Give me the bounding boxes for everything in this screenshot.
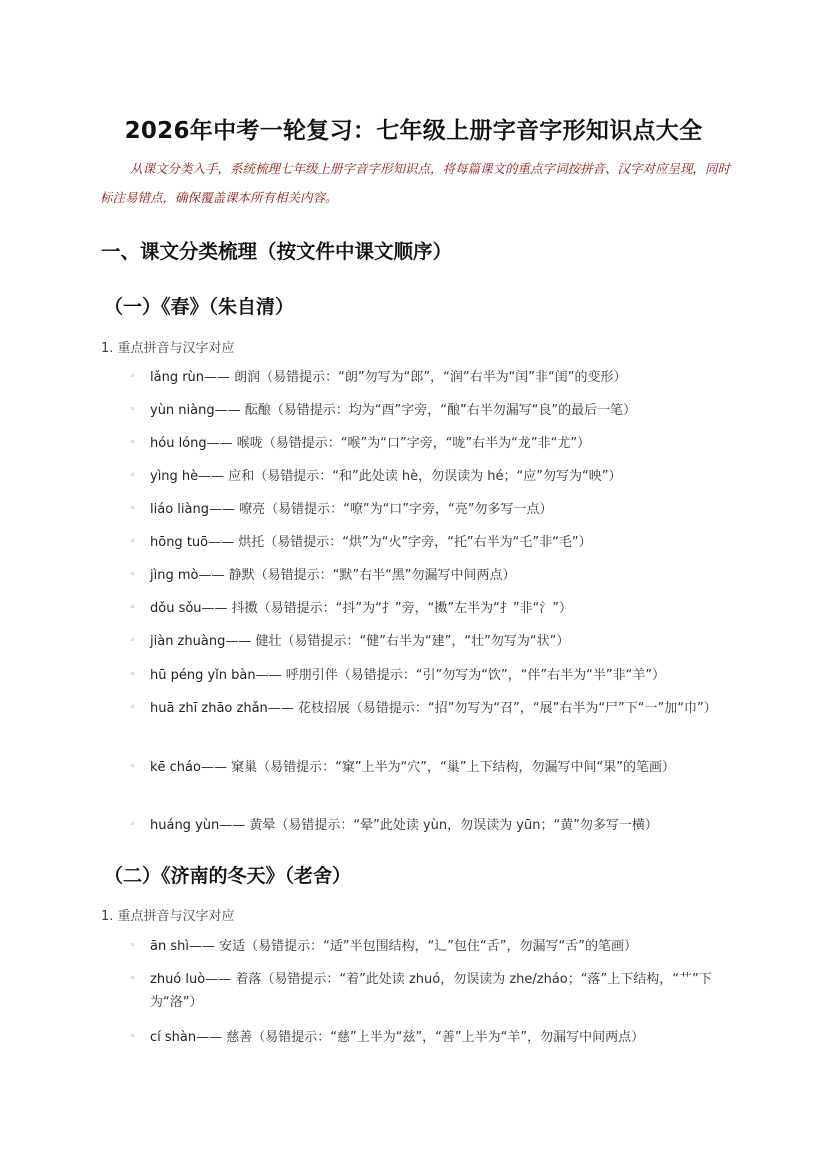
bullet-icon: ◦ [130, 670, 136, 680]
bullet-icon: ◦ [130, 405, 136, 415]
item-pinyin: jìng mò [150, 568, 199, 583]
item-pinyin: hóu lóng [150, 436, 207, 451]
bullet-icon: ◦ [130, 703, 136, 713]
lesson-subheading: 1. 重点拼音与汉字对应 [101, 909, 235, 924]
item-text: —— 黄晕（易错提示：“晕”此处读 yùn，勿误读为 yūn；“黄”勿多写一横） [219, 818, 658, 833]
item-pinyin: yìng hè [150, 469, 199, 484]
item-text: —— 抖擞（易错提示：“抖”为“扌”旁，“擞”左半为“扌”非“氵”） [201, 601, 573, 616]
item-text: —— 嘹亮（易错提示：“嘹”为“口”字旁，“亮”勿多写一点） [208, 502, 553, 517]
item-pinyin: cí shàn [150, 1030, 197, 1045]
bullet-icon: ◦ [130, 974, 136, 984]
list-item [130, 1026, 750, 1049]
bullet-icon: ◦ [130, 636, 136, 646]
list-item [130, 399, 750, 422]
list-item [130, 564, 750, 587]
section-heading: 一、课文分类梳理（按文件中课文顺序） [101, 240, 453, 263]
item-text: —— 健壮（易错提示：“健”右半为“建”，“壮”勿写为“状”） [225, 634, 570, 649]
list-item [130, 968, 750, 1014]
item-text: —— 慈善（易错提示：“慈”上半为“兹”，“善”上半为“羊”，勿漏写中间两点） [196, 1030, 645, 1045]
list-item [130, 814, 750, 837]
item-pinyin: hū péng yǐn bàn [150, 668, 256, 683]
item-text: —— 窠巢（易错提示：“窠”上半为“穴”，“巢”上下结构，勿漏写中间“果”的笔画） [200, 760, 675, 775]
lesson-heading-jinan: （二）《济南的冬天》（老舍） [104, 865, 352, 887]
item-text: —— 喉咙（易错提示：“喉”为“口”字旁，“咙”右半为“龙”非“尤”） [206, 436, 591, 451]
item-text: —— 着落（易错提示：“着”此处读 zhuó，勿误读为 zhe/zháo；“落”上下结构，“艹”下为“洛”） [150, 972, 712, 1010]
item-pinyin: zhuó luò [150, 972, 206, 987]
item-text: —— 朗润（易错提示：“朗”勿写为“郎”，“润”右半为“闰”非“闺”的变形） [204, 370, 627, 385]
item-text: —— 烘托（易错提示：“烘”为“火”字旁，“托”右半为“乇”非“毛”） [208, 535, 592, 550]
item-pinyin: liáo liàng [150, 502, 209, 517]
item-text: —— 安适（易错提示：“适”半包围结构，“辶”包住“舌”，勿漏写“舌”的笔画） [188, 939, 637, 954]
list-item [130, 756, 750, 779]
lesson-heading-chun: （一）《春》（朱自清） [104, 296, 295, 318]
list-item [130, 366, 750, 389]
item-text: —— 呼朋引伴（易错提示：“引”勿写为“饮”，“伴”右半为“半”非“羊”） [255, 668, 666, 683]
item-text: —— 静默（易错提示：“默”右半“黑”勿漏写中间两点） [198, 568, 516, 583]
bullet-icon: ◦ [130, 570, 136, 580]
list-item [130, 630, 750, 653]
bullet-icon: ◦ [130, 941, 136, 951]
list-item [130, 935, 750, 958]
list-item [130, 498, 750, 521]
item-pinyin: yùn niàng [150, 403, 215, 418]
bullet-icon: ◦ [130, 438, 136, 448]
bullet-icon: ◦ [130, 603, 136, 613]
item-pinyin: kē cháo [150, 760, 201, 775]
list-item [130, 531, 750, 554]
bullet-icon: ◦ [130, 762, 136, 772]
list-item [130, 664, 750, 687]
item-pinyin: huáng yùn [150, 818, 220, 833]
intro-paragraph: 从课文分类入手，系统梳理七年级上册字音字形知识点，将每篇课文的重点字词按拼音、汉字对应呈现，同时标注易错点，确保覆盖课本所有相关内容。 [100, 161, 731, 205]
item-pinyin: ān shì [150, 939, 189, 954]
bullet-icon: ◦ [130, 537, 136, 547]
item-pinyin: jiàn zhuàng [150, 634, 226, 649]
bullet-icon: ◦ [130, 372, 136, 382]
bullet-icon: ◦ [130, 1032, 136, 1042]
item-text: —— 应和（易错提示：“和”此处读 hè，勿误读为 hé；“应”勿写为“映”） [198, 469, 622, 484]
bullet-icon: ◦ [130, 504, 136, 514]
bullet-icon: ◦ [130, 820, 136, 830]
list-item [130, 697, 750, 720]
item-pinyin: hōng tuō [150, 535, 209, 550]
lesson-subheading: 1. 重点拼音与汉字对应 [101, 341, 235, 356]
list-item [130, 432, 750, 455]
item-text: —— 花枝招展（易错提示：“招”勿写为“召”，“展”右半为“尸”下“一”加“巾”） [267, 701, 717, 716]
item-pinyin: lǎng rùn [150, 370, 205, 385]
item-text: —— 酝酿（易错提示：均为“酉”字旁，“酿”右半勿漏写“良”的最后一笔） [214, 403, 637, 418]
document-title: 2026年中考一轮复习：七年级上册字音字形知识点大全 [124, 118, 703, 144]
list-item [130, 597, 750, 620]
item-pinyin: huā zhī zhāo zhǎn [150, 701, 268, 716]
bullet-icon: ◦ [130, 471, 136, 481]
item-pinyin: dǒu sǒu [150, 601, 202, 616]
list-item [130, 465, 750, 488]
